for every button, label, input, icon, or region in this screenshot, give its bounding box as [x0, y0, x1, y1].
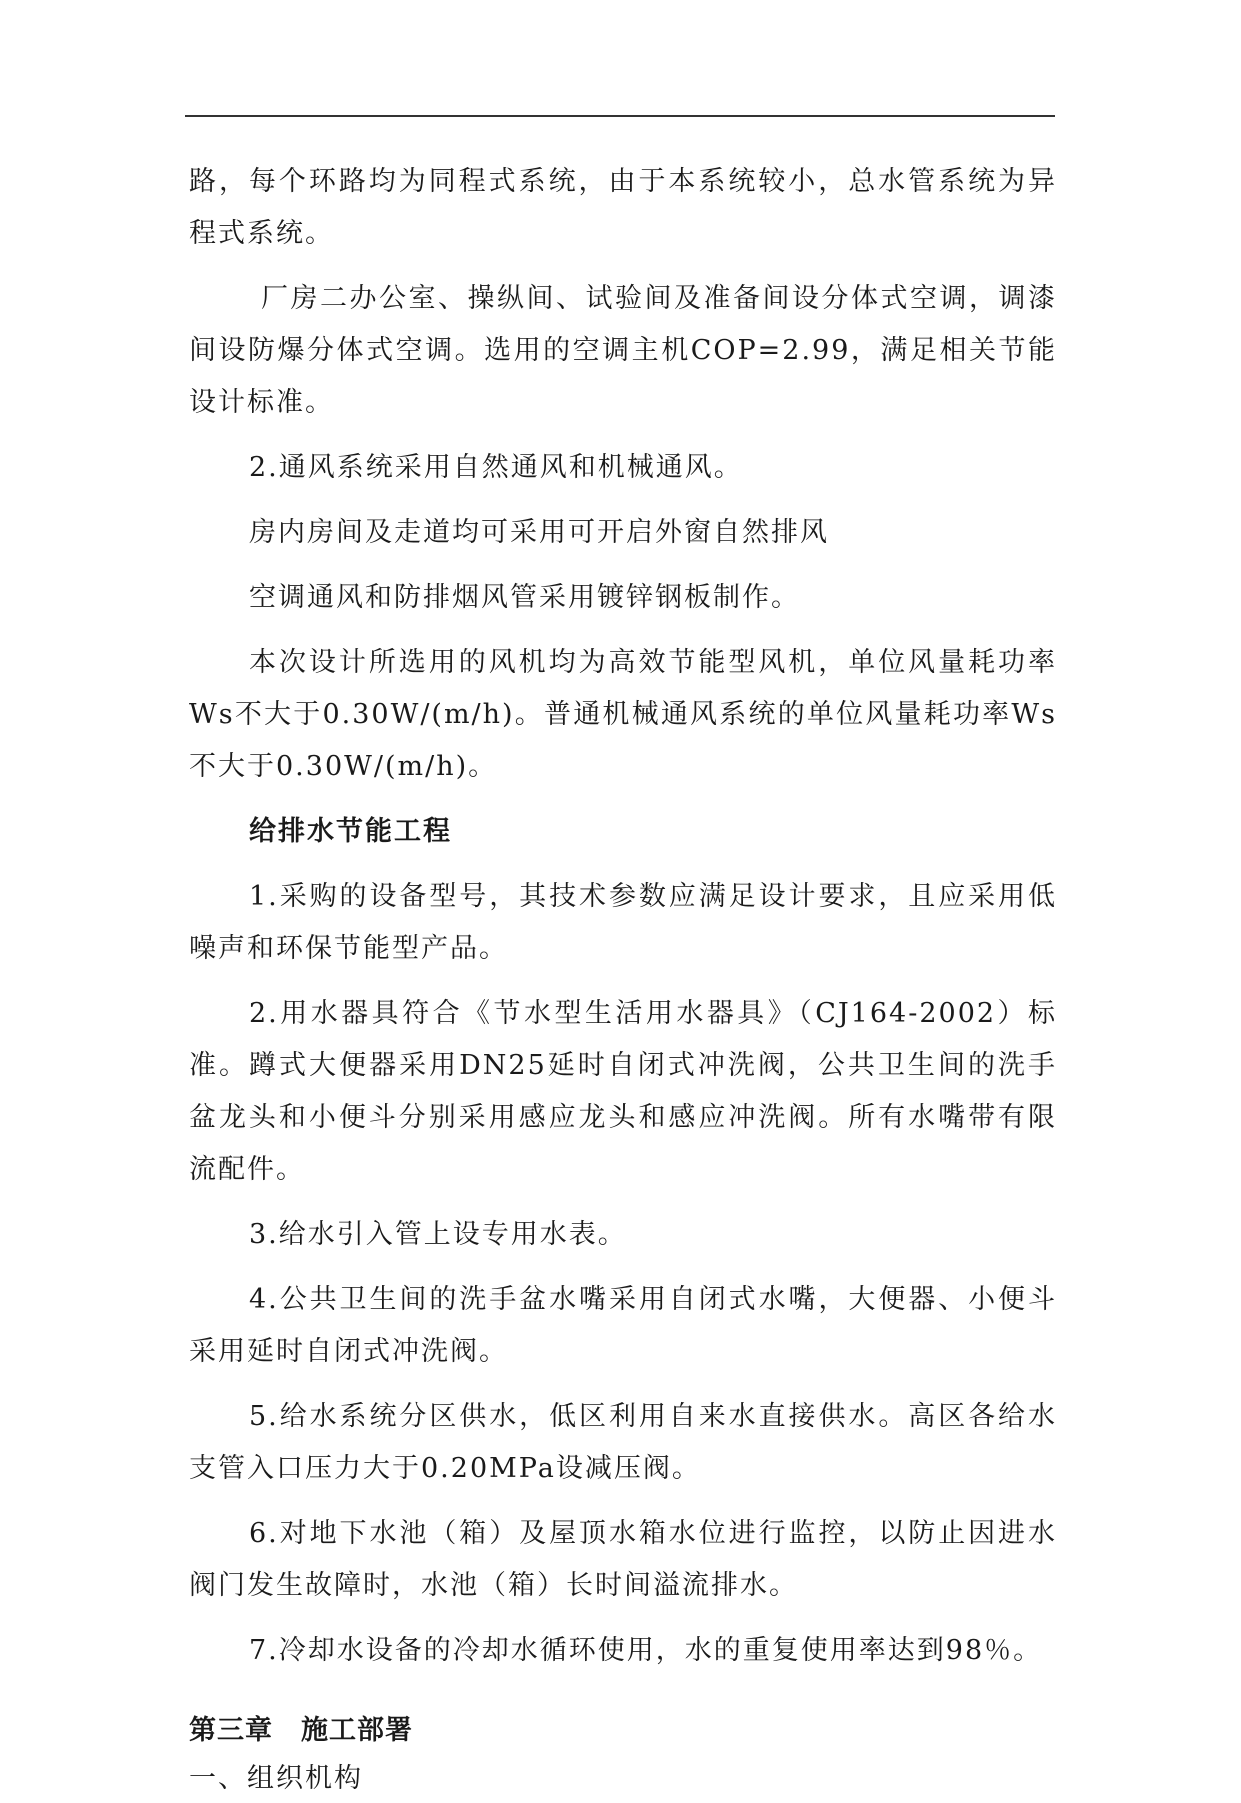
paragraph-air-conditioning: 厂房二办公室、操纵间、试验间及准备间设分体式空调，调漆间设防爆分体式空调。选用的空调主机COP=2.99，满足相关节能设计标准。: [189, 283, 1057, 418]
paragraph-ventilation-system: 2.通风系统采用自然通风和机械通风。: [249, 452, 743, 483]
paragraph-fan-efficiency: 本次设计所选用的风机均为高效节能型风机，单位风量耗功率Ws不大于0.30W/(m/h)。普通机械通风系统的单位风量耗功率Ws不大于0.30W/(m/h)。: [189, 647, 1057, 782]
water-item-7: 7.冷却水设备的冷却水循环使用，水的重复使用率达到98％。: [249, 1635, 1043, 1666]
water-item-2: 2.用水器具符合《节水型生活用水器具》（CJ164-2002）标准。蹲式大便器采用DN25延时自闭式冲洗阀，公共卫生间的洗手盆龙头和小便斗分别采用感应龙头和感应冲洗阀。所有水嘴带有限流配件。: [189, 998, 1057, 1185]
section-title: 一、组织机构: [189, 1763, 363, 1794]
water-item-3: 3.给水引入管上设专用水表。: [249, 1219, 627, 1250]
chapter-title: 第三章 施工部署: [189, 1715, 413, 1746]
water-item-5: 5.给水系统分区供水，低区利用自来水直接供水。高区各给水支管入口压力大于0.20MPa设减压阀。: [189, 1401, 1057, 1484]
document-body: [189, 156, 1057, 1803]
water-item-6: 6.对地下水池（箱）及屋顶水箱水位进行监控，以防止因进水阀门发生故障时，水池（箱）长时间溢流排水。: [189, 1518, 1057, 1601]
paragraph-duct-material: 空调通风和防排烟风管采用镀锌钢板制作。: [249, 582, 800, 613]
header-rule: [185, 115, 1055, 117]
water-item-4: 4.公共卫生间的洗手盆水嘴采用自闭式水嘴，大便器、小便斗采用延时自闭式冲洗阀。: [189, 1284, 1057, 1367]
water-item-1: 1.采购的设备型号，其技术参数应满足设计要求，且应采用低噪声和环保节能型产品。: [189, 881, 1057, 964]
paragraph-loop-system: 路，每个环路均为同程式系统，由于本系统较小，总水管系统为异程式系统。: [189, 166, 1057, 249]
water-saving-heading: 给排水节能工程: [249, 816, 452, 847]
paragraph-natural-exhaust: 房内房间及走道均可采用可开启外窗自然排风: [249, 517, 829, 548]
